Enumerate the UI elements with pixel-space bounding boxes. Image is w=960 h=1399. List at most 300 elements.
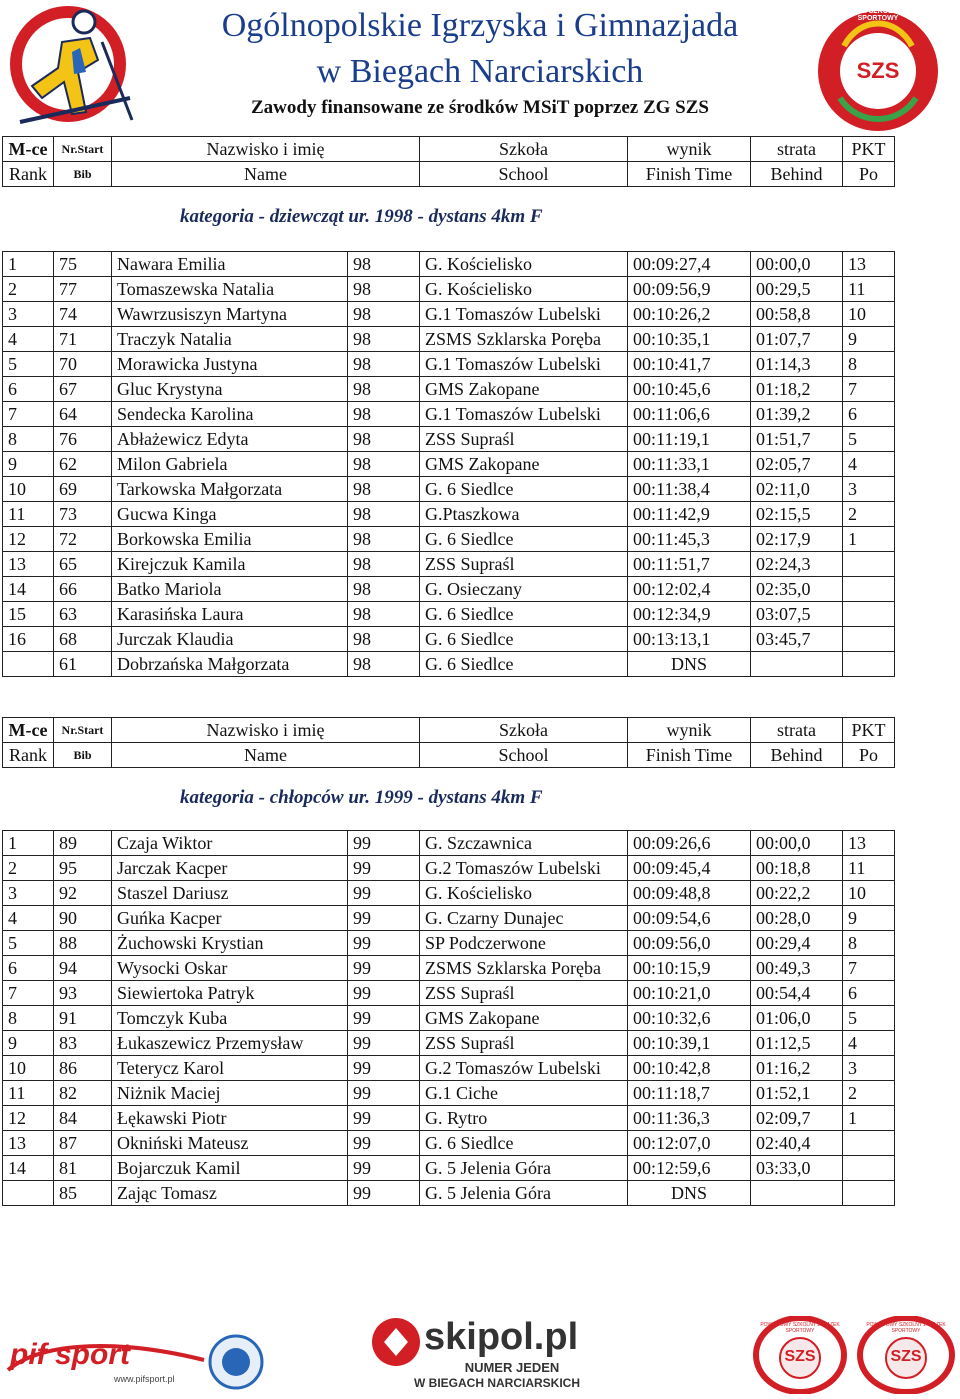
title-line-2: w Biegach Narciarskich bbox=[316, 53, 644, 90]
time-cell: 00:12:02,4 bbox=[628, 577, 751, 602]
year-cell: 99 bbox=[348, 931, 420, 956]
col-time-en: Finish Time bbox=[628, 162, 751, 187]
rank-cell: 14 bbox=[3, 1156, 54, 1181]
name-cell: Nawara Emilia bbox=[112, 252, 348, 277]
time-cell: DNS bbox=[628, 1181, 751, 1206]
table-row bbox=[3, 602, 895, 627]
behind-cell: 00:18,8 bbox=[751, 856, 843, 881]
col-points-en: Po bbox=[843, 162, 895, 187]
behind-cell: 00:29,4 bbox=[751, 931, 843, 956]
time-cell: 00:09:48,8 bbox=[628, 881, 751, 906]
column-header-table-1 bbox=[2, 136, 895, 187]
table-row bbox=[3, 981, 895, 1006]
school-cell: ZSS Supraśl bbox=[420, 427, 628, 452]
points-cell: 7 bbox=[843, 377, 895, 402]
table-row bbox=[3, 1031, 895, 1056]
year-cell: 98 bbox=[348, 577, 420, 602]
points-cell: 5 bbox=[843, 427, 895, 452]
rank-cell: 2 bbox=[3, 277, 54, 302]
points-cell bbox=[843, 627, 895, 652]
school-cell: ZSMS Szklarska Poręba bbox=[420, 327, 628, 352]
points-cell bbox=[843, 1181, 895, 1206]
rank-cell: 4 bbox=[3, 906, 54, 931]
bib-cell: 95 bbox=[54, 856, 112, 881]
behind-cell: 00:58,8 bbox=[751, 302, 843, 327]
col-name-pl: Nazwisko i imię bbox=[112, 137, 420, 162]
behind-cell: 01:52,1 bbox=[751, 1081, 843, 1106]
name-cell: Guńka Kacper bbox=[112, 906, 348, 931]
column-header-row-pl bbox=[3, 137, 895, 162]
time-cell: 00:11:33,1 bbox=[628, 452, 751, 477]
year-cell: 99 bbox=[348, 1081, 420, 1106]
time-cell: 00:10:15,9 bbox=[628, 956, 751, 981]
school-cell: G. 5 Jelenia Góra bbox=[420, 1156, 628, 1181]
year-cell: 98 bbox=[348, 402, 420, 427]
szs-ring-text: MAŁOPOLSKI SZKOLNY ZWIĄZEK SPORTOWY bbox=[820, 8, 936, 22]
behind-cell: 02:24,3 bbox=[751, 552, 843, 577]
name-cell: Siewiertoka Patryk bbox=[112, 981, 348, 1006]
bib-cell: 70 bbox=[54, 352, 112, 377]
col-points-en: Po bbox=[843, 743, 895, 768]
bib-cell: 64 bbox=[54, 402, 112, 427]
szs-powiatowy-center-1: SZS bbox=[784, 1348, 816, 1365]
school-cell: G. Rytro bbox=[420, 1106, 628, 1131]
year-cell: 98 bbox=[348, 502, 420, 527]
year-cell: 98 bbox=[348, 252, 420, 277]
points-cell: 3 bbox=[843, 477, 895, 502]
col-bib-en: Bib bbox=[54, 162, 112, 187]
bib-cell: 65 bbox=[54, 552, 112, 577]
rank-cell: 1 bbox=[3, 252, 54, 277]
points-cell: 3 bbox=[843, 1056, 895, 1081]
year-cell: 99 bbox=[348, 1031, 420, 1056]
school-cell: G. 6 Siedlce bbox=[420, 627, 628, 652]
points-cell bbox=[843, 602, 895, 627]
time-cell: 00:10:21,0 bbox=[628, 981, 751, 1006]
school-cell: G. 6 Siedlce bbox=[420, 1131, 628, 1156]
bib-cell: 94 bbox=[54, 956, 112, 981]
col-bib-pl: Nr.Start bbox=[54, 137, 112, 162]
rank-cell: 3 bbox=[3, 881, 54, 906]
bib-cell: 61 bbox=[54, 652, 112, 677]
behind-cell: 01:51,7 bbox=[751, 427, 843, 452]
bib-cell: 90 bbox=[54, 906, 112, 931]
col-behind-en: Behind bbox=[751, 162, 843, 187]
col-rank-en: Rank bbox=[3, 162, 54, 187]
time-cell: 00:12:34,9 bbox=[628, 602, 751, 627]
school-cell: G.1 Tomaszów Lubelski bbox=[420, 302, 628, 327]
szs-powiatowy-ring-1: POWIATOWY SZKOLNY ZWIĄZEK SPORTOWY bbox=[760, 1322, 840, 1334]
szs-center-text: SZS bbox=[856, 58, 900, 83]
rank-cell: 2 bbox=[3, 856, 54, 881]
points-cell bbox=[843, 1131, 895, 1156]
school-cell: G. Kościelisko bbox=[420, 881, 628, 906]
name-cell: Łękawski Piotr bbox=[112, 1106, 348, 1131]
year-cell: 98 bbox=[348, 652, 420, 677]
column-header-row-pl bbox=[3, 718, 895, 743]
points-cell: 13 bbox=[843, 252, 895, 277]
table-row bbox=[3, 252, 895, 277]
year-cell: 98 bbox=[348, 477, 420, 502]
col-school-pl: Szkoła bbox=[420, 137, 628, 162]
behind-cell: 02:17,9 bbox=[751, 527, 843, 552]
bib-cell: 92 bbox=[54, 881, 112, 906]
rank-cell: 12 bbox=[3, 1106, 54, 1131]
rank-cell: 3 bbox=[3, 302, 54, 327]
table-row bbox=[3, 402, 895, 427]
points-cell: 10 bbox=[843, 881, 895, 906]
name-cell: Tomaszewska Natalia bbox=[112, 277, 348, 302]
rank-cell: 6 bbox=[3, 377, 54, 402]
bib-cell: 85 bbox=[54, 1181, 112, 1206]
points-cell: 9 bbox=[843, 906, 895, 931]
behind-cell: 01:14,3 bbox=[751, 352, 843, 377]
time-cell: 00:10:26,2 bbox=[628, 302, 751, 327]
bib-cell: 84 bbox=[54, 1106, 112, 1131]
school-cell: G. 6 Siedlce bbox=[420, 527, 628, 552]
bib-cell: 89 bbox=[54, 831, 112, 856]
name-cell: Gucwa Kinga bbox=[112, 502, 348, 527]
points-cell: 7 bbox=[843, 956, 895, 981]
points-cell: 11 bbox=[843, 856, 895, 881]
points-cell bbox=[843, 577, 895, 602]
time-cell: 00:11:19,1 bbox=[628, 427, 751, 452]
points-cell: 1 bbox=[843, 1106, 895, 1131]
year-cell: 99 bbox=[348, 1131, 420, 1156]
rank-cell: 4 bbox=[3, 327, 54, 352]
school-cell: G. Czarny Dunajec bbox=[420, 906, 628, 931]
bib-cell: 67 bbox=[54, 377, 112, 402]
bib-cell: 66 bbox=[54, 577, 112, 602]
results-table-boys bbox=[2, 830, 895, 1206]
col-points-pl: PKT bbox=[843, 137, 895, 162]
behind-cell: 01:06,0 bbox=[751, 1006, 843, 1031]
col-rank-pl: M-ce bbox=[3, 137, 54, 162]
time-cell: 00:11:36,3 bbox=[628, 1106, 751, 1131]
bib-cell: 69 bbox=[54, 477, 112, 502]
bib-cell: 75 bbox=[54, 252, 112, 277]
name-cell: Sendecka Karolina bbox=[112, 402, 348, 427]
time-cell: 00:11:42,9 bbox=[628, 502, 751, 527]
school-cell: G.2 Tomaszów Lubelski bbox=[420, 856, 628, 881]
col-rank-en: Rank bbox=[3, 743, 54, 768]
time-cell: 00:09:54,6 bbox=[628, 906, 751, 931]
year-cell: 99 bbox=[348, 1106, 420, 1131]
col-name-en: Name bbox=[112, 162, 420, 187]
table-row bbox=[3, 427, 895, 452]
category-title-1: kategoria - dziewcząt ur. 1998 - dystans 4km F bbox=[180, 206, 543, 227]
rank-cell: 16 bbox=[3, 627, 54, 652]
behind-cell: 02:09,7 bbox=[751, 1106, 843, 1131]
szs-malopolski-logo bbox=[800, 6, 956, 136]
name-cell: Czaja Wiktor bbox=[112, 831, 348, 856]
school-cell: G.Ptaszkowa bbox=[420, 502, 628, 527]
rank-cell: 9 bbox=[3, 452, 54, 477]
school-cell: G.2 Tomaszów Lubelski bbox=[420, 1056, 628, 1081]
rank-cell: 5 bbox=[3, 352, 54, 377]
behind-cell: 01:07,7 bbox=[751, 327, 843, 352]
school-cell: G. Kościelisko bbox=[420, 252, 628, 277]
bib-cell: 82 bbox=[54, 1081, 112, 1106]
year-cell: 98 bbox=[348, 452, 420, 477]
school-cell: GMS Zakopane bbox=[420, 1006, 628, 1031]
behind-cell: 01:12,5 bbox=[751, 1031, 843, 1056]
skipol-tagline-1: NUMER JEDEN bbox=[464, 1360, 560, 1375]
school-cell: GMS Zakopane bbox=[420, 377, 628, 402]
table-row bbox=[3, 1081, 895, 1106]
name-cell: Traczyk Natalia bbox=[112, 327, 348, 352]
column-header-row-en bbox=[3, 743, 895, 768]
time-cell: 00:09:56,9 bbox=[628, 277, 751, 302]
bib-cell: 76 bbox=[54, 427, 112, 452]
school-cell: G. 6 Siedlce bbox=[420, 477, 628, 502]
year-cell: 99 bbox=[348, 1056, 420, 1081]
col-time-en: Finish Time bbox=[628, 743, 751, 768]
points-cell bbox=[843, 1156, 895, 1181]
year-cell: 99 bbox=[348, 956, 420, 981]
bib-cell: 77 bbox=[54, 277, 112, 302]
results-table-girls bbox=[2, 251, 895, 677]
name-cell: Dobrzańska Małgorzata bbox=[112, 652, 348, 677]
points-cell: 11 bbox=[843, 277, 895, 302]
rank-cell: 10 bbox=[3, 477, 54, 502]
table-row bbox=[3, 652, 895, 677]
szs-powiatowy-logo-2 bbox=[856, 1316, 956, 1394]
skipol-name: skipol.pl bbox=[424, 1316, 579, 1358]
time-cell: 00:11:38,4 bbox=[628, 477, 751, 502]
name-cell: Tarkowska Małgorzata bbox=[112, 477, 348, 502]
bib-cell: 68 bbox=[54, 627, 112, 652]
col-behind-pl: strata bbox=[751, 718, 843, 743]
szs-powiatowy-center-2: SZS bbox=[890, 1348, 922, 1365]
rank-cell: 13 bbox=[3, 1131, 54, 1156]
time-cell: 00:09:56,0 bbox=[628, 931, 751, 956]
bib-cell: 88 bbox=[54, 931, 112, 956]
school-cell: SP Podczerwone bbox=[420, 931, 628, 956]
rank-cell: 8 bbox=[3, 1006, 54, 1031]
rank-cell: 14 bbox=[3, 577, 54, 602]
year-cell: 99 bbox=[348, 831, 420, 856]
name-cell: Wysocki Oskar bbox=[112, 956, 348, 981]
table-row bbox=[3, 956, 895, 981]
table-row bbox=[3, 881, 895, 906]
time-cell: 00:10:45,6 bbox=[628, 377, 751, 402]
bib-cell: 91 bbox=[54, 1006, 112, 1031]
circle-emblem-logo bbox=[208, 1334, 264, 1390]
rank-cell: 7 bbox=[3, 402, 54, 427]
bib-cell: 62 bbox=[54, 452, 112, 477]
name-cell: Morawicka Justyna bbox=[112, 352, 348, 377]
rank-cell bbox=[3, 652, 54, 677]
rank-cell: 11 bbox=[3, 1081, 54, 1106]
behind-cell bbox=[751, 652, 843, 677]
table-row bbox=[3, 527, 895, 552]
school-cell: G.1 Ciche bbox=[420, 1081, 628, 1106]
school-cell: G. Osieczany bbox=[420, 577, 628, 602]
subtitle: Zawody finansowane ze środków MSiT poprzez ZG SZS bbox=[250, 97, 709, 118]
table-row bbox=[3, 377, 895, 402]
year-cell: 98 bbox=[348, 602, 420, 627]
name-cell: Jarczak Kacper bbox=[112, 856, 348, 881]
year-cell: 99 bbox=[348, 1156, 420, 1181]
school-cell: GMS Zakopane bbox=[420, 452, 628, 477]
col-time-pl: wynik bbox=[628, 718, 751, 743]
school-cell: G. Kościelisko bbox=[420, 277, 628, 302]
rank-cell: 13 bbox=[3, 552, 54, 577]
table-row bbox=[3, 1056, 895, 1081]
bib-cell: 71 bbox=[54, 327, 112, 352]
time-cell: 00:10:35,1 bbox=[628, 327, 751, 352]
name-cell: Wawrzusiszyn Martyna bbox=[112, 302, 348, 327]
school-cell: G.1 Tomaszów Lubelski bbox=[420, 352, 628, 377]
behind-cell: 02:35,0 bbox=[751, 577, 843, 602]
behind-cell: 00:29,5 bbox=[751, 277, 843, 302]
table-row bbox=[3, 1106, 895, 1131]
table-row bbox=[3, 1181, 895, 1206]
behind-cell: 03:33,0 bbox=[751, 1156, 843, 1181]
name-cell: Tomczyk Kuba bbox=[112, 1006, 348, 1031]
bib-cell: 73 bbox=[54, 502, 112, 527]
year-cell: 98 bbox=[348, 627, 420, 652]
points-cell: 4 bbox=[843, 1031, 895, 1056]
skipol-tagline-2: W BIEGACH NARCIARSKICH bbox=[414, 1376, 580, 1390]
column-header-table-2 bbox=[2, 717, 895, 768]
table-row bbox=[3, 831, 895, 856]
col-name-en: Name bbox=[112, 743, 420, 768]
points-cell: 6 bbox=[843, 402, 895, 427]
name-cell: Okniński Mateusz bbox=[112, 1131, 348, 1156]
rank-cell bbox=[3, 1181, 54, 1206]
behind-cell: 02:05,7 bbox=[751, 452, 843, 477]
rank-cell: 9 bbox=[3, 1031, 54, 1056]
col-bib-pl: Nr.Start bbox=[54, 718, 112, 743]
col-bib-en: Bib bbox=[54, 743, 112, 768]
points-cell: 5 bbox=[843, 1006, 895, 1031]
year-cell: 99 bbox=[348, 981, 420, 1006]
school-cell: G.1 Tomaszów Lubelski bbox=[420, 402, 628, 427]
points-cell: 2 bbox=[843, 502, 895, 527]
table-row bbox=[3, 1131, 895, 1156]
bib-cell: 63 bbox=[54, 602, 112, 627]
pif-sport-name: pif sport bbox=[10, 1338, 130, 1371]
behind-cell bbox=[751, 1181, 843, 1206]
name-cell: Zając Tomasz bbox=[112, 1181, 348, 1206]
time-cell: 00:11:18,7 bbox=[628, 1081, 751, 1106]
bib-cell: 72 bbox=[54, 527, 112, 552]
behind-cell: 02:40,4 bbox=[751, 1131, 843, 1156]
bib-cell: 81 bbox=[54, 1156, 112, 1181]
name-cell: Karasińska Laura bbox=[112, 602, 348, 627]
year-cell: 99 bbox=[348, 856, 420, 881]
points-cell: 9 bbox=[843, 327, 895, 352]
name-cell: Milon Gabriela bbox=[112, 452, 348, 477]
table-row bbox=[3, 906, 895, 931]
behind-cell: 01:16,2 bbox=[751, 1056, 843, 1081]
points-cell: 8 bbox=[843, 352, 895, 377]
rank-cell: 8 bbox=[3, 427, 54, 452]
table-row bbox=[3, 352, 895, 377]
points-cell: 8 bbox=[843, 931, 895, 956]
behind-cell: 00:54,4 bbox=[751, 981, 843, 1006]
szs-powiatowy-ring-2: POWIATOWY SZKOLNY ZWIĄZEK SPORTOWY bbox=[866, 1322, 946, 1334]
year-cell: 98 bbox=[348, 427, 420, 452]
points-cell bbox=[843, 552, 895, 577]
school-cell: ZSMS Szklarska Poręba bbox=[420, 956, 628, 981]
table-row bbox=[3, 277, 895, 302]
bib-cell: 83 bbox=[54, 1031, 112, 1056]
time-cell: 00:11:51,7 bbox=[628, 552, 751, 577]
behind-cell: 01:18,2 bbox=[751, 377, 843, 402]
rank-cell: 7 bbox=[3, 981, 54, 1006]
behind-cell: 03:45,7 bbox=[751, 627, 843, 652]
rank-cell: 1 bbox=[3, 831, 54, 856]
name-cell: Borkowska Emilia bbox=[112, 527, 348, 552]
behind-cell: 02:11,0 bbox=[751, 477, 843, 502]
behind-cell: 00:00,0 bbox=[751, 831, 843, 856]
name-cell: Żuchowski Krystian bbox=[112, 931, 348, 956]
table-row bbox=[3, 931, 895, 956]
behind-cell: 01:39,2 bbox=[751, 402, 843, 427]
rank-cell: 10 bbox=[3, 1056, 54, 1081]
col-behind-en: Behind bbox=[751, 743, 843, 768]
title-line-1: Ogólnopolskie Igrzyska i Gimnazjada bbox=[221, 7, 739, 44]
year-cell: 99 bbox=[348, 881, 420, 906]
points-cell: 2 bbox=[843, 1081, 895, 1106]
time-cell: 00:11:06,6 bbox=[628, 402, 751, 427]
school-cell: ZSS Supraśl bbox=[420, 552, 628, 577]
rank-cell: 6 bbox=[3, 956, 54, 981]
school-cell: ZSS Supraśl bbox=[420, 1031, 628, 1056]
table-row bbox=[3, 577, 895, 602]
rank-cell: 11 bbox=[3, 502, 54, 527]
behind-cell: 00:49,3 bbox=[751, 956, 843, 981]
col-school-en: School bbox=[420, 743, 628, 768]
year-cell: 98 bbox=[348, 527, 420, 552]
column-header-row-en bbox=[3, 162, 895, 187]
behind-cell: 00:22,2 bbox=[751, 881, 843, 906]
time-cell: 00:12:59,6 bbox=[628, 1156, 751, 1181]
name-cell: Bojarczuk Kamil bbox=[112, 1156, 348, 1181]
time-cell: 00:13:13,1 bbox=[628, 627, 751, 652]
bib-cell: 86 bbox=[54, 1056, 112, 1081]
rank-cell: 12 bbox=[3, 527, 54, 552]
name-cell: Kirejczuk Kamila bbox=[112, 552, 348, 577]
points-cell: 13 bbox=[843, 831, 895, 856]
school-cell: G. 5 Jelenia Góra bbox=[420, 1181, 628, 1206]
bib-cell: 93 bbox=[54, 981, 112, 1006]
table-row bbox=[3, 302, 895, 327]
name-cell: Łukaszewicz Przemysław bbox=[112, 1031, 348, 1056]
time-cell: 00:10:42,8 bbox=[628, 1056, 751, 1081]
col-points-pl: PKT bbox=[843, 718, 895, 743]
name-cell: Teterycz Karol bbox=[112, 1056, 348, 1081]
points-cell: 1 bbox=[843, 527, 895, 552]
points-cell: 4 bbox=[843, 452, 895, 477]
school-cell: G. 6 Siedlce bbox=[420, 602, 628, 627]
year-cell: 98 bbox=[348, 302, 420, 327]
table-row bbox=[3, 552, 895, 577]
year-cell: 98 bbox=[348, 377, 420, 402]
year-cell: 99 bbox=[348, 906, 420, 931]
table-row bbox=[3, 452, 895, 477]
year-cell: 98 bbox=[348, 327, 420, 352]
points-cell: 10 bbox=[843, 302, 895, 327]
col-school-pl: Szkoła bbox=[420, 718, 628, 743]
time-cell: 00:10:41,7 bbox=[628, 352, 751, 377]
col-behind-pl: strata bbox=[751, 137, 843, 162]
time-cell: 00:09:45,4 bbox=[628, 856, 751, 881]
year-cell: 98 bbox=[348, 277, 420, 302]
